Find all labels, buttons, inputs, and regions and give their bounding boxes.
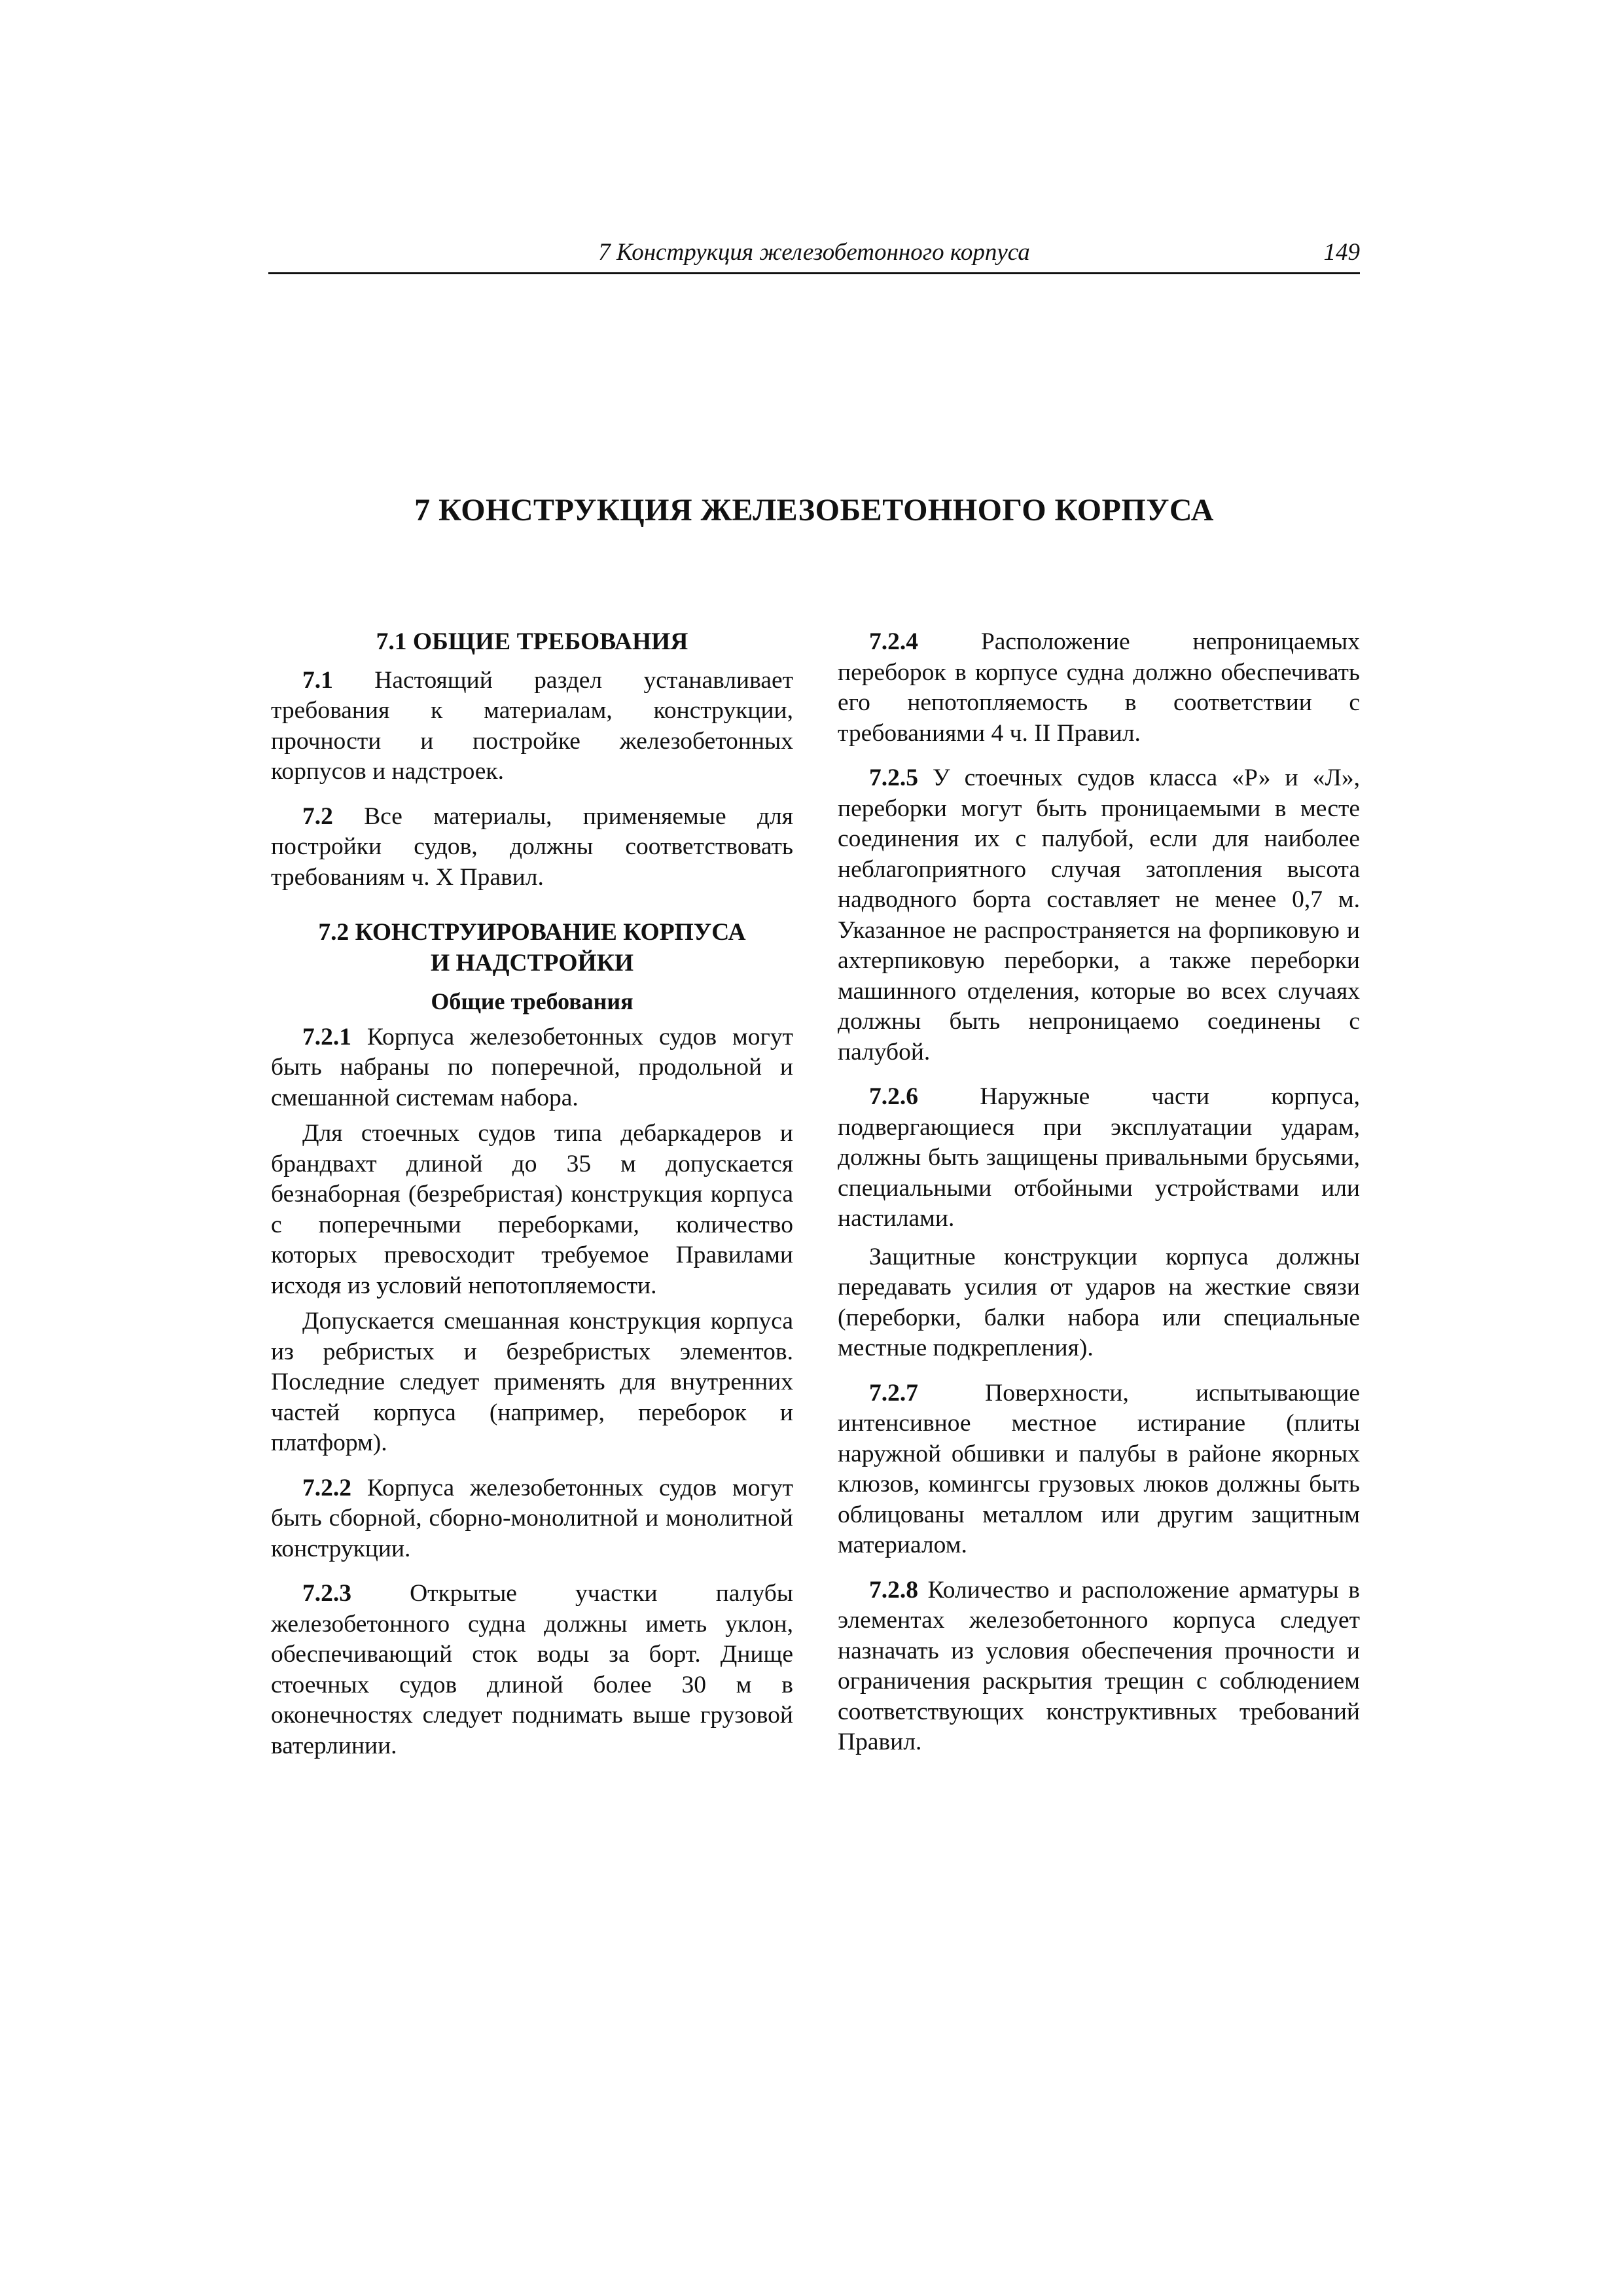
paragraph-text: Все материалы, применяемые для постройки судов, должны соответствовать требованиям ч. X Правил. — [271, 802, 793, 891]
subheading-general-requirements: Общие требования — [431, 988, 633, 1014]
paragraph-7-2-6 — [838, 1082, 1360, 1234]
paragraph-text: Корпуса железобетонных судов могут быть набраны по поперечной, продольной и смешанной системам набора. — [271, 1023, 793, 1111]
paragraph-number: 7.2.2 — [302, 1474, 351, 1501]
paragraph-7-2-2 — [271, 1473, 793, 1565]
paragraph-text: Открытые участки палубы железобетонного судна должны иметь уклон, обеспечивающий сток воды за борт. Днище стоечных судов длиной более 30 м в оконечностях следует поднимать выше грузовой ватерлинии. — [271, 1580, 793, 1759]
section-heading-line: И НАДСТРОЙКИ — [430, 949, 634, 977]
paragraph-text: Настоящий раздел устанавливает требования к материалам, конструкции, прочности и постройке железобетонных корпусов и надстроек. — [271, 666, 793, 785]
chapter-title: 7 КОНСТРУКЦИЯ ЖЕЛЕЗОБЕТОННОГО КОРПУСА — [414, 493, 1214, 528]
paragraph-number: 7.2.8 — [869, 1576, 918, 1604]
paragraph-7-2-1-c: Допускается смешанная конструкция корпуса из ребристых и безребристых элементов. Последние следует применять для внутренних частей корпуса (например, переборок и платформ). — [271, 1308, 793, 1456]
running-title: 7 Конструкция железобетонного корпуса — [598, 239, 1030, 266]
paragraph-7-2-6-b: Защитные конструкции корпуса должны передавать усилия от ударов на жесткие связи (переборки, балки набора или специальные местные подкрепления). — [838, 1243, 1360, 1361]
paragraph-7-2-8 — [838, 1575, 1360, 1758]
paragraph-7-1 — [271, 666, 793, 787]
paragraph-number: 7.2 — [302, 802, 333, 830]
paragraph-7-2-4 — [838, 627, 1360, 749]
paragraph-7-2-3 — [271, 1579, 793, 1761]
paragraph-number: 7.2.5 — [869, 764, 918, 791]
paragraph-7-2-1-b: Для стоечных судов типа дебаркадеров и брандвахт длиной до 35 м допускается безнаборная (безребристая) конструкция корпуса с поперечными переборками, количество которых превосходит требуемое Правилами исходя из условий непотопляемости. — [271, 1120, 793, 1299]
paragraph-number: 7.2.7 — [869, 1379, 918, 1407]
paragraph-text: Наружные части корпуса, подвергающиеся при эксплуатации ударам, должны быть защищены привальными брусьями, специальными отбойными устройствами или настилами. — [838, 1083, 1360, 1232]
paragraph-text: Поверхности, испытывающие интенсивное местное истирание (плиты наружной обшивки и палубы в районе якорных клюзов, комингсы грузовых люков должны быть облицованы металлом или другим защитным материалом. — [838, 1379, 1360, 1558]
paragraph-text: У стоечных судов класса «Р» и «Л», переборки могут быть проницаемыми в месте соединения их с палубой, если для наиболее неблагоприятного случая затопления высота надводного борта составляет не менее 0,7 м. Указанное не распространяется на форпиковую и ахтерпиковую переборки, а также переборки машинного отделения, которые во всех случаях должны быть непроницаемо соединены с палубой. — [838, 764, 1360, 1066]
paragraph-7-2 — [271, 802, 793, 893]
paragraph-7-2-1 — [271, 1022, 793, 1114]
paragraph-number: 7.2.3 — [302, 1580, 351, 1607]
section-heading-7-2 — [271, 918, 793, 978]
section-heading-7-1: 7.1 ОБЩИЕ ТРЕБОВАНИЯ — [376, 628, 688, 655]
paragraph-number: 7.2.4 — [869, 628, 918, 655]
page-number: 149 — [1323, 239, 1360, 266]
paragraph-number: 7.2.1 — [302, 1023, 351, 1050]
paragraph-number: 7.2.6 — [869, 1083, 918, 1110]
paragraph-text: Корпуса железобетонных судов могут быть сборной, сборно-монолитной и монолитной конструкции. — [271, 1474, 793, 1562]
left-column — [271, 627, 793, 1761]
running-header — [268, 233, 1360, 274]
section-heading-line: 7.2 КОНСТРУИРОВАНИЕ КОРПУСА — [318, 919, 746, 946]
paragraph-7-2-5 — [838, 763, 1360, 1067]
paragraph-text: Количество и расположение арматуры в элементах железобетонного корпуса следует назначать из условия обеспечения прочности и ограничения раскрытия трещин с соблюдением соответствующих конструктивных требований Правил. — [838, 1576, 1360, 1755]
right-column — [838, 627, 1360, 1758]
paragraph-text: Расположение непроницаемых переборок в корпусе судна должно обеспечивать его непотопляемость в соответствии с требованиями 4 ч. II Правил. — [838, 628, 1360, 747]
paragraph-7-2-7 — [838, 1378, 1360, 1561]
paragraph-number: 7.1 — [302, 666, 333, 694]
